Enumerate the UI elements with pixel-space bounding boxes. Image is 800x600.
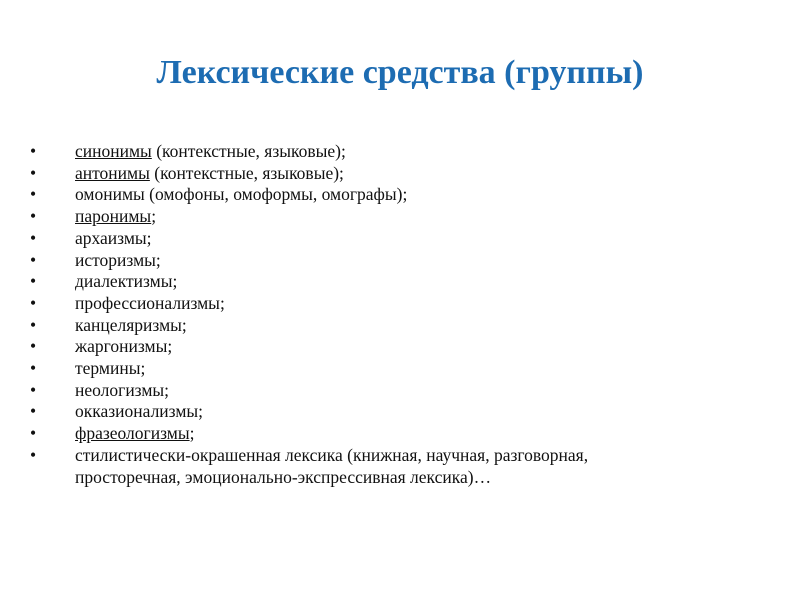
item-text: окказионализмы; [75, 401, 204, 422]
bullet-icon: • [30, 141, 37, 161]
bullet-icon: • [30, 314, 37, 335]
bullet-icon: • [30, 444, 37, 465]
list-item [30, 206, 650, 228]
list-item [30, 423, 650, 445]
item-text: канцеляризмы; [75, 314, 187, 335]
bullet-list [30, 141, 650, 488]
bullet-icon: • [30, 423, 37, 444]
item-text: историзмы; [75, 249, 161, 270]
item-text: неологизмы; [75, 379, 170, 400]
bullet-icon: • [30, 184, 37, 205]
bullet-icon: • [30, 249, 37, 270]
list-item [30, 445, 650, 488]
item-text: ; [151, 206, 157, 227]
bullet-icon: • [30, 162, 37, 183]
list-item [30, 293, 650, 315]
item-text: диалектизмы; [75, 271, 178, 292]
list-item [30, 380, 650, 402]
list-item [30, 358, 650, 380]
slide-title: Лексические средства (группы) [156, 54, 644, 91]
item-text: термины; [75, 358, 146, 379]
list-item [30, 141, 650, 163]
item-text: жаргонизмы; [75, 336, 173, 357]
list-item [30, 336, 650, 358]
bullet-icon: • [30, 358, 37, 379]
list-item [30, 184, 650, 206]
term-link[interactable]: фразеологизмы [75, 423, 190, 444]
list-item [30, 163, 650, 185]
item-text: профессионализмы; [75, 292, 225, 313]
list-item [30, 271, 650, 293]
bullet-icon: • [30, 336, 37, 357]
bullet-icon: • [30, 292, 37, 313]
list-item [30, 401, 650, 423]
item-text: (контекстные, языковые); [151, 141, 346, 161]
bullet-icon: • [30, 227, 37, 248]
term-link[interactable]: паронимы [75, 206, 152, 227]
list-item [30, 228, 650, 250]
item-text: стилистически-окрашенная лексика (книжная, научная, разговорная, просторечная, эмоционально-экспрессивная лексика)… [75, 444, 589, 487]
item-text: омонимы (омофоны, омоформы, омографы); [75, 184, 408, 205]
bullet-icon: • [30, 401, 37, 422]
item-text: архаизмы; [75, 227, 152, 248]
item-text: (контекстные, языковые); [149, 162, 344, 183]
bullet-icon: • [30, 271, 37, 292]
item-text: ; [189, 423, 195, 444]
list-item [30, 250, 650, 272]
bullet-icon: • [30, 206, 37, 227]
term-link[interactable]: синонимы [75, 141, 152, 161]
term-link[interactable]: антонимы [75, 162, 150, 183]
bullet-icon: • [30, 379, 37, 400]
list-item [30, 315, 650, 337]
